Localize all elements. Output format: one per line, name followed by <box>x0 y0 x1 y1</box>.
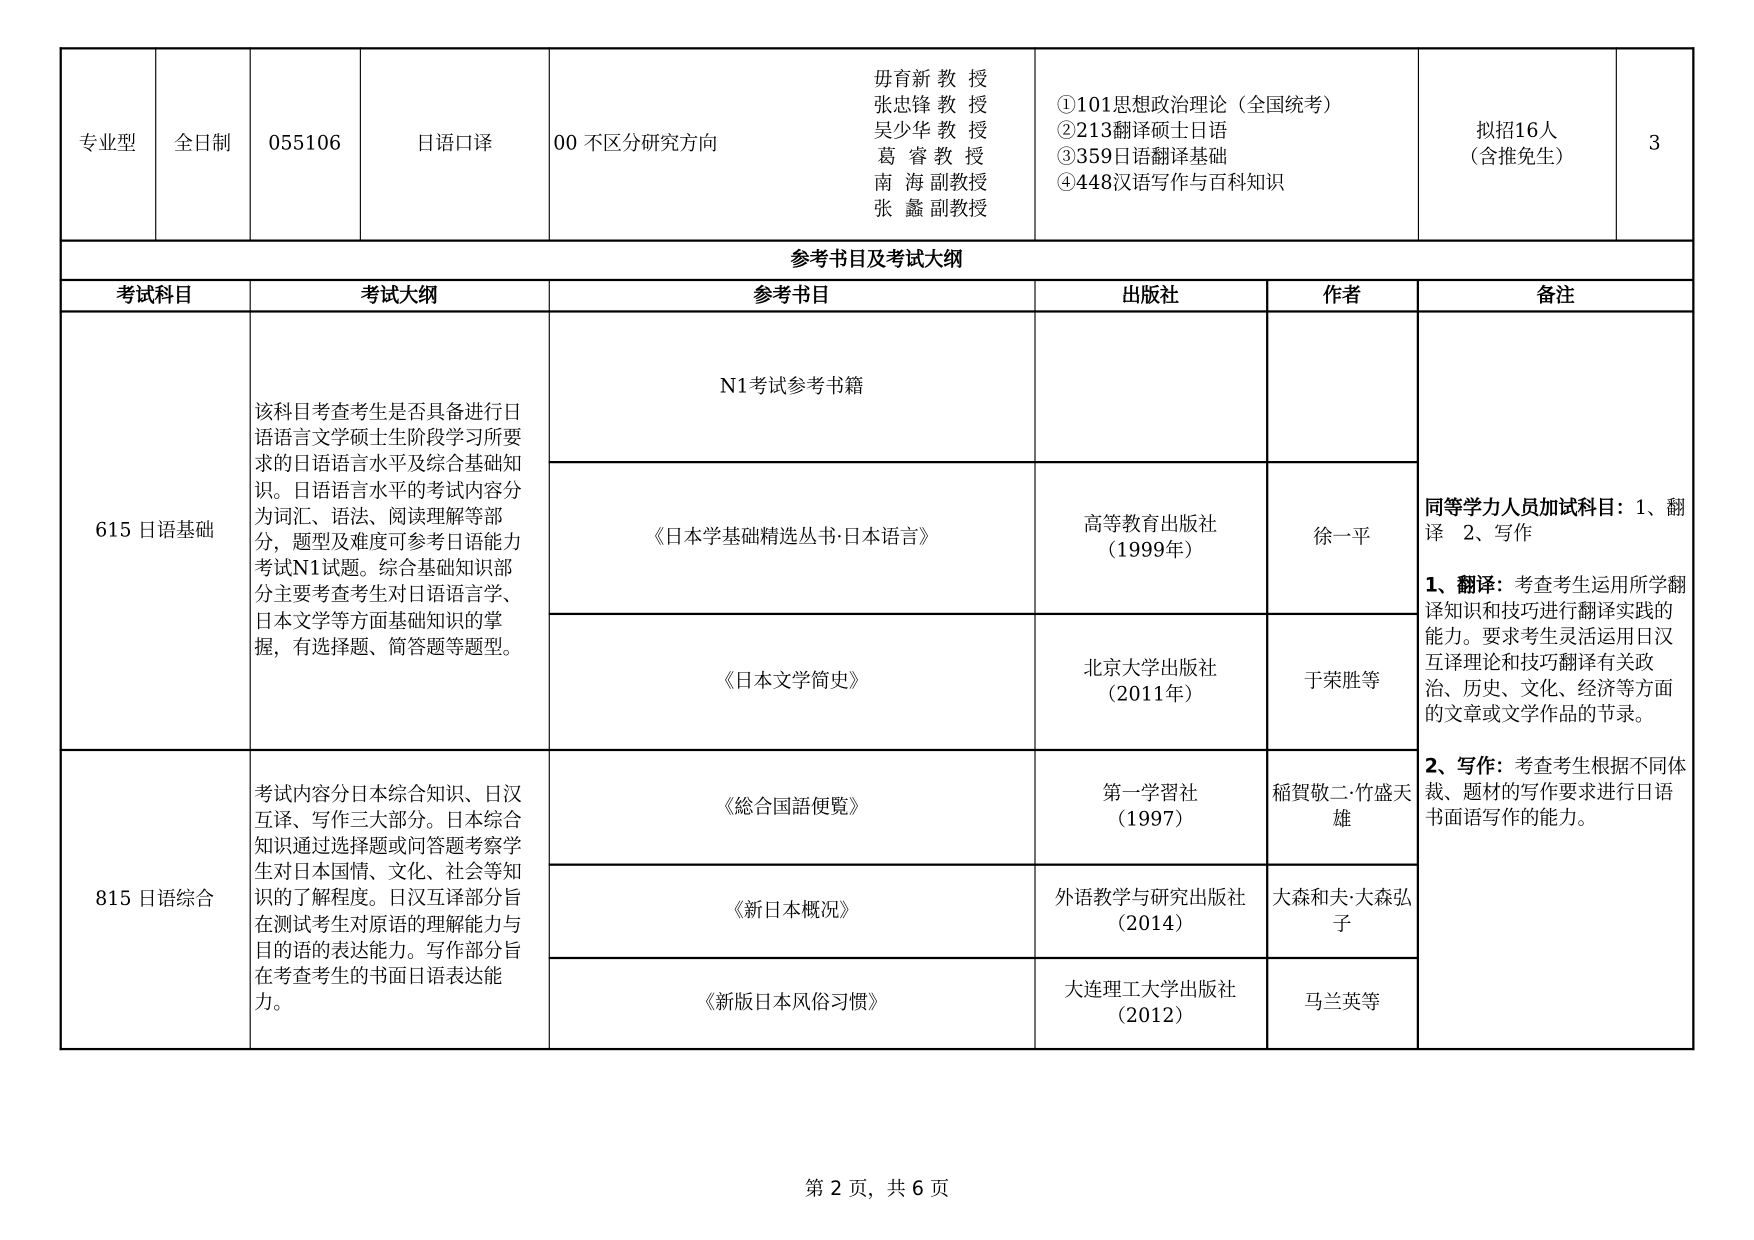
supervisor: 毋育新 教 授 <box>873 68 988 91</box>
remarks-writing-text: 考查考生根据不同体裁、题材的写作要求进行日语书面语写作的能力。 <box>1424 755 1687 830</box>
exam-subject: ②213翻译硕士日语 <box>1056 119 1228 143</box>
table-border <box>250 280 251 1049</box>
table-border <box>1034 280 1035 1049</box>
publisher-year: （1997） <box>1106 808 1194 831</box>
book-title: N1考试参考书籍 <box>719 374 864 398</box>
book-title: 《総合国語便覧》 <box>715 795 869 819</box>
remarks-writing-label: 2、写作： <box>1424 755 1515 779</box>
table-border <box>60 47 1695 49</box>
subject-syllabus <box>254 311 531 750</box>
subject-syllabus <box>254 750 531 1049</box>
page-number: 第 2 页，共 6 页 <box>804 1178 950 1201</box>
book-publisher <box>1034 865 1266 958</box>
publisher-year: （1999年） <box>1097 539 1204 562</box>
book-publisher <box>1034 750 1266 865</box>
table-border <box>1616 47 1617 240</box>
book-author: 徐一平 <box>1313 526 1371 549</box>
publisher-year: （2012） <box>1106 1004 1194 1028</box>
remarks-translation-text: 考查考生运用所学翻译知识和技巧进行翻译实践的能力。要求考生灵活运用日汉互译理论和技巧翻译有关政治、历史、文化、经济等方面的文章或文学作品的节录。 <box>1424 574 1687 727</box>
section-title: 参考书目及考试大纲 <box>790 248 963 271</box>
syllabus-text: 该科目考查考生是否具备进行日语语言文学硕士生阶段学习所要求的日语语言水平及综合基础知识。日语语言水平的考试内容分为词汇、语法、阅读理解等部分，题型及难度可参考日语能力考试N1试题。综合基础知识部分主要考查考生对日语语言学、日本文学等方面基础知识的掌握，有选择题、简答题等题型。 <box>254 401 522 659</box>
last-column-value: 3 <box>1648 132 1661 156</box>
subject-name: 815 日语综合 <box>95 887 215 911</box>
supervisor-list <box>826 48 1034 240</box>
program-name: 日语口译 <box>416 132 493 156</box>
header-books: 参考书目 <box>753 283 830 307</box>
remarks-extra-text: 1、翻译 2、写作 <box>1424 496 1686 546</box>
remarks-cell <box>1418 311 1693 1049</box>
table-border <box>549 47 550 240</box>
supervisor: 南 海 副教授 <box>873 171 988 194</box>
header-author: 作者 <box>1322 283 1362 307</box>
supervisor: 张 蠡 副教授 <box>873 197 988 220</box>
table-border <box>60 749 1418 751</box>
publisher-year: （2014） <box>1106 912 1194 935</box>
book-title: 《日本文学简史》 <box>715 670 869 693</box>
remarks-extra-label: 同等学力人员加试科目： <box>1424 496 1635 520</box>
table-border <box>60 310 1695 312</box>
publisher-name: 高等教育出版社 <box>1083 513 1218 536</box>
exam-subject: ①101思想政治理论（全国统考） <box>1056 93 1342 117</box>
table-border <box>250 47 251 240</box>
table-border <box>60 1048 1695 1050</box>
book-author: 大森和夫·大森弘子 <box>1272 886 1412 935</box>
enrollment-note: （含推免生） <box>1459 145 1575 169</box>
table-border <box>549 280 550 1049</box>
program-type: 专业型 <box>78 132 137 156</box>
publisher-name: 第一学習社 <box>1102 782 1199 806</box>
study-mode: 全日制 <box>173 132 232 156</box>
table-border <box>1692 47 1694 1050</box>
publisher-name: 北京大学出版社 <box>1083 657 1218 680</box>
book-title: 《新日本概况》 <box>724 899 859 923</box>
table-border <box>549 957 1418 959</box>
table-border <box>1417 280 1419 1049</box>
enrollment-quota <box>1418 48 1616 240</box>
book-title: 《日本学基础精选丛书·日本语言》 <box>645 526 938 549</box>
table-border <box>1266 280 1268 1049</box>
table-border <box>60 279 1695 281</box>
table-border <box>1034 47 1035 240</box>
book-publisher <box>1034 311 1266 462</box>
book-author: 于荣胜等 <box>1303 670 1381 693</box>
research-direction: 00 不区分研究方向 <box>553 132 718 156</box>
header-syllabus: 考试大纲 <box>360 283 438 307</box>
supervisor: 葛 睿 教 授 <box>877 145 984 169</box>
exam-subject: ④448汉语写作与百科知识 <box>1056 171 1285 194</box>
book-publisher <box>1034 958 1266 1049</box>
book-author: 稲賀敬二·竹盛天雄 <box>1272 782 1412 831</box>
book-publisher <box>1034 462 1266 614</box>
table-border <box>60 47 62 1050</box>
header-remarks: 备注 <box>1536 283 1575 307</box>
table-border <box>549 864 1418 866</box>
exam-subject: ③359日语翻译基础 <box>1056 145 1228 169</box>
supervisor: 张忠锋 教 授 <box>873 93 988 117</box>
publisher-name: 大连理工大学出版社 <box>1064 978 1237 1002</box>
enrollment-count: 拟招16人 <box>1475 119 1558 143</box>
table-border <box>549 613 1418 615</box>
publisher-year: （2011年） <box>1097 683 1204 706</box>
table-border <box>360 47 361 240</box>
table-border <box>549 461 1418 463</box>
exam-subjects <box>1057 48 1417 240</box>
table-border <box>60 239 1695 241</box>
table-border <box>155 47 156 240</box>
supervisor: 吴少华 教 授 <box>873 119 988 143</box>
table-border <box>1418 47 1419 240</box>
header-subject: 考试科目 <box>116 283 193 307</box>
syllabus-text: 考试内容分日本综合知识、日汉互译、写作三大部分。日本综合知识通过选择题或问答题考察学生对日本国情、文化、社会等知识的了解程度。日汉互译部分旨在测试考生对原语的理解能力与目的语的表达能力。写作部分旨在考查考生的书面日语表达能力。 <box>254 783 522 1015</box>
remarks-text <box>1425 496 1687 832</box>
remarks-translation-label: 1、翻译： <box>1424 574 1515 598</box>
header-publisher: 出版社 <box>1121 283 1179 307</box>
book-publisher <box>1034 614 1266 750</box>
publisher-name: 外语教学与研究出版社 <box>1054 886 1246 910</box>
book-author: 马兰英等 <box>1303 991 1381 1015</box>
subject-name: 615 日语基础 <box>95 518 215 542</box>
program-code: 055106 <box>268 132 342 156</box>
book-author <box>1266 311 1418 462</box>
book-title: 《新版日本风俗习惯》 <box>696 991 888 1015</box>
